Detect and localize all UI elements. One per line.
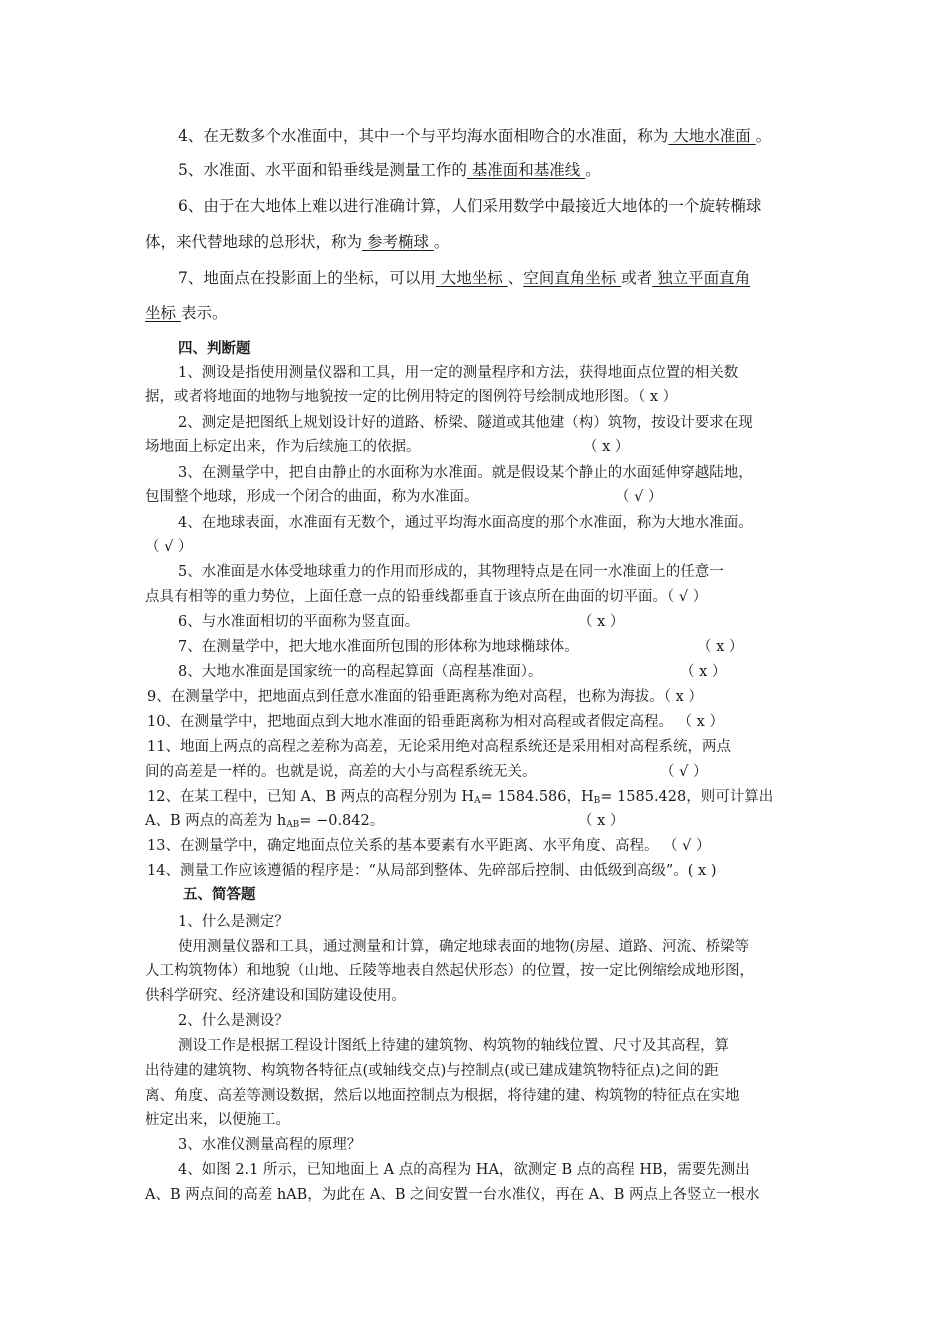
- tf-item-12-line1: 12、在某工程中，已知 A、B 两点的高程分别为 $H_A= 1584.586$，$H_B= 1585.428$，则可计算出: [147, 789, 774, 806]
- short-answer-line: 3、水准仪测量高程的原理？: [178, 1137, 362, 1153]
- fill-item-4: 4、在无数多个水准面中，其中一个与平均海水面相吻合的水准面，称为 大地水准面 。: [178, 127, 772, 145]
- fill-answer: 基准面和基准线: [466, 161, 586, 179]
- fill-item-6-line2: 体，来代替地球的总形状，称为 参考椭球 。: [145, 233, 450, 251]
- tf-item-line: 场地面上标定出来，作为后续施工的依据。 （ x ）: [145, 439, 630, 455]
- fill-answer: 坐标: [145, 304, 181, 322]
- answer-mark: （ x ）: [578, 813, 625, 829]
- answer-mark: （ x ）: [583, 439, 630, 455]
- section-heading-short-answer: 五、简答题: [183, 887, 256, 903]
- tf-item-12-line2: A、B 两点的高差为 $h_{AB}= -0.842$。 （ x ）: [145, 813, 625, 830]
- tf-item-line: 10、在测量学中，把地面点到大地水准面的铅垂距离称为相对高程或者假定高程。 （ x ）: [147, 714, 724, 730]
- tf-item-line: （ √ ）: [145, 539, 193, 555]
- tf-item-line: 点具有相等的重力势位，上面任意一点的铅垂线都垂直于该点所在曲面的切平面。（ √ ）: [145, 589, 708, 605]
- section-heading-true-false: 四、判断题: [178, 341, 251, 357]
- short-answer-line: 使用测量仪器和工具，通过测量和计算，确定地球表面的地物(房屋、道路、河流、桥梁等: [178, 939, 750, 955]
- fill-item-7-line2: 坐标 表示。: [145, 304, 228, 322]
- short-answer-line: 测设工作是根据工程设计图纸上待建的建筑物、构筑物的轴线位置、尺寸及其高程，算: [178, 1038, 729, 1054]
- fill-item-6-line1: 6、由于在大地体上难以进行准确计算，人们采用数学中最接近大地体的一个旋转椭球: [178, 197, 762, 215]
- short-answer-line: 1、什么是测定？: [178, 914, 289, 930]
- answer-mark: （ x ）: [578, 614, 625, 630]
- fill-answer: 参考椭球: [362, 233, 434, 251]
- short-answer-line: 出待建的建筑物、构筑物各特征点(或轴线交点)与控制点(或已建成建筑物特征点)之间的距: [145, 1063, 719, 1079]
- short-answer-line: A、B 两点间的高差 hAB，为此在 A、B 之间安置一台水准仪，再在 A、B 两点上各竖立一根水: [145, 1187, 760, 1203]
- short-answer-line: 供科学研究、经济建设和国防建设使用。: [145, 988, 406, 1004]
- short-answer-line: 离、角度、高差等测设数据，然后以地面控制点为根据，将待建的建、构筑物的特征点在实地: [145, 1088, 740, 1104]
- fill-answer: 大地坐标: [435, 269, 508, 287]
- tf-item-line: 3、在测量学中，把自由静止的水面称为水准面。就是假设某个静止的水面延伸穿越陆地，: [178, 465, 753, 481]
- fill-answer: 独立平面直角: [652, 269, 751, 287]
- tf-item-line: 9、在测量学中，把地面点到任意水准面的铅垂距离称为绝对高程，也称为海拔。（ x ）: [147, 689, 703, 705]
- short-answer-line: 4、如图 2.1 所示，已知地面上 A 点的高程为 HA，欲测定 B 点的高程 HB，需要先测出: [178, 1162, 750, 1178]
- fill-item-5: 5、水准面、水平面和铅垂线是测量工作的 基准面和基准线 。: [178, 161, 601, 179]
- tf-item-line: 7、在测量学中，把大地水准面所包围的形体称为地球椭球体。 （ x ）: [178, 639, 744, 655]
- fill-answer: 空间直角坐标: [523, 269, 622, 287]
- short-answer-line: 2、什么是测设？: [178, 1013, 289, 1029]
- tf-item-line: 8、大地水准面是国家统一的高程起算面（高程基准面）。 （ x ）: [178, 664, 727, 680]
- tf-item-line: 据，或者将地面的地物与地貌按一定的比例用特定的图例符号绘制成地形图。（ x ）: [145, 389, 678, 405]
- fill-answer: 大地水准面: [668, 127, 756, 145]
- answer-mark: （ x ）: [680, 664, 727, 680]
- tf-item-line: 14、测量工作应该遵循的程序是：“从局部到整体、先碎部后控制、由低级到高级”。( x ): [147, 863, 717, 879]
- tf-item-line: 间的高差是一样的。也就是说，高差的大小与高程系统无关。 （ √ ）: [145, 764, 708, 780]
- tf-item-line: 1、测设是指使用测量仪器和工具，用一定的测量程序和方法，获得地面点位置的相关数: [178, 365, 739, 381]
- answer-mark: （ √ ）: [660, 764, 708, 780]
- short-answer-line: 桩定出来，以便施工。: [145, 1112, 290, 1128]
- tf-item-line: 11、地面上两点的高程之差称为高差，无论采用绝对高程系统还是采用相对高程系统，两点: [147, 739, 731, 755]
- tf-item-line: 13、在测量学中，确定地面点位关系的基本要素有水平距离、水平角度、高程。 （ √ ）: [147, 838, 711, 854]
- tf-item-line: 6、与水准面相切的平面称为竖直面。 （ x ）: [178, 614, 625, 630]
- tf-item-line: 4、在地球表面，水准面有无数个，通过平均海水面高度的那个水准面，称为大地水准面。: [178, 515, 753, 531]
- tf-item-line: 5、水准面是水体受地球重力的作用而形成的，其物理特点是在同一水准面上的任意一: [178, 564, 724, 580]
- fill-item-7-line1: 7、地面点在投影面上的坐标，可以用 大地坐标 、空间直角坐标 或者 独立平面直角: [178, 269, 751, 287]
- answer-mark: （ x ）: [697, 639, 744, 655]
- answer-mark: （ √ ）: [615, 489, 663, 505]
- tf-item-line: 包围整个地球，形成一个闭合的曲面，称为水准面。 （ √ ）: [145, 489, 663, 505]
- tf-item-line: 2、测定是把图纸上规划设计好的道路、桥梁、隧道或其他建（构）筑物，按设计要求在现: [178, 415, 753, 431]
- short-answer-line: 人工构筑物体）和地貌（山地、丘陵等地表自然起伏形态）的位置，按一定比例缩绘成地形图，: [145, 963, 754, 979]
